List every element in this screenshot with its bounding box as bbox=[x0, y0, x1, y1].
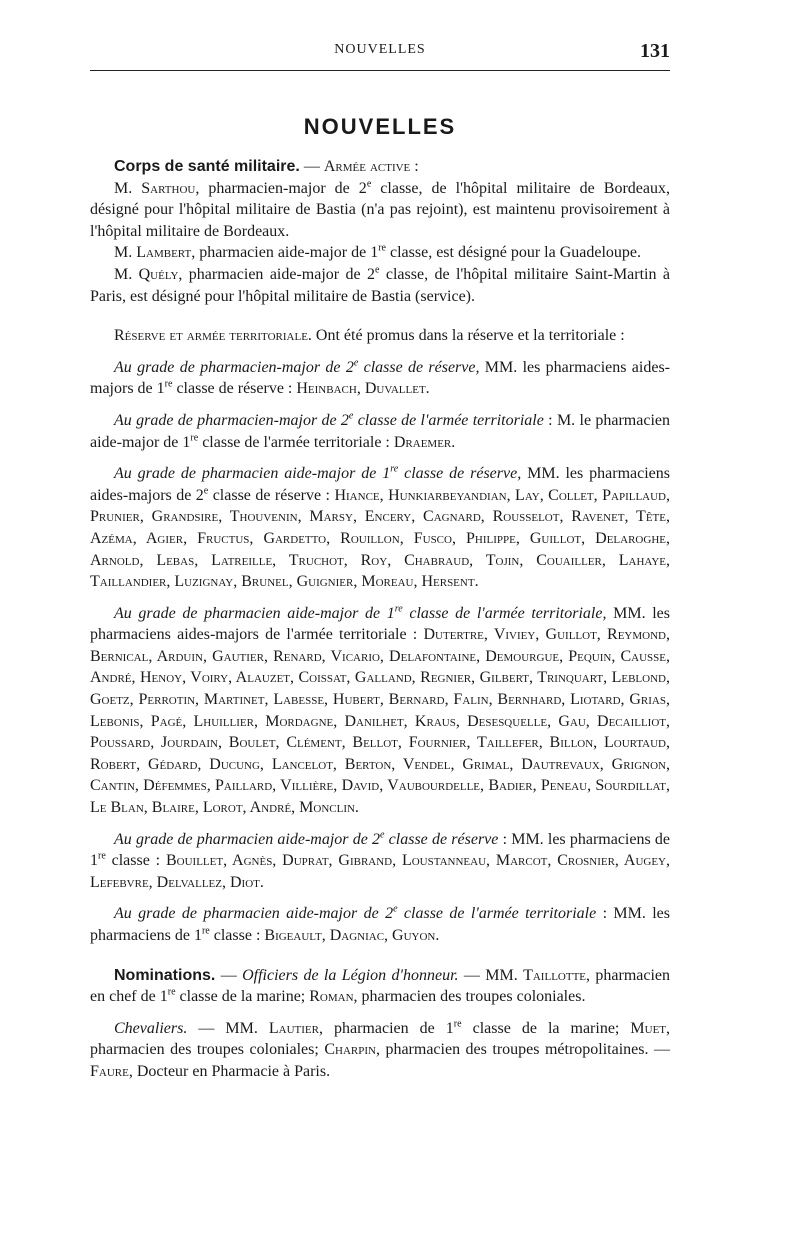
page-number: 131 bbox=[640, 40, 670, 62]
paragraph: M. Sarthou, pharmacien-major de 2e classe, de l'hôpital militaire de Bordeaux, désigné pour l'hôpital militaire de Bastia (n'a pas rejoint), est maintenu provisoirement à l'hôpital militaire de Bordeaux. bbox=[90, 178, 671, 240]
paragraph: Au grade de pharmacien aide-major de 2e classe de réserve : MM. les pharmaciens de 1re classe : Bouillet, Agnès, Duprat, Gibrand, Loustanneau, Marcot, Crosnier, Augey, Lefebvre, Delvallez, Diot. bbox=[90, 829, 670, 891]
page-title: NOUVELLES bbox=[303, 114, 457, 139]
header-rule bbox=[90, 70, 670, 71]
section-chevaliers: Chevaliers. — MM. Lautier, pharmacien de 1re classe de la marine; Muet, pharmacien des troupes coloniales; Charpin, pharmacien des troupes métropolitaines. — Faure, Docteur en Pharmacie à Paris. bbox=[90, 1018, 671, 1080]
paragraph: M. Quély, pharmacien aide-major de 2e classe, de l'hôpital militaire Saint-Martin à Paris, est désigné pour l'hôpital militaire de Bastia (service). bbox=[90, 264, 670, 305]
running-header bbox=[90, 40, 670, 64]
section-heading-corps: Corps de santé militaire. — Armée active : bbox=[114, 158, 419, 175]
paragraph: Au grade de pharmacien aide-major de 1re classe de réserve, MM. les pharmaciens aides-majors de 2e classe de réserve : Hiance, Hunkiarbeyandian, Lay, Collet, Papillaud, Prunier, Grandsire, Thouvenin, Marsy, Encery, Cagnard, Rousselot, Ravenet, Tête, Azéma, Agier, Fructus, Gardetto, Rouillon, Fusco, Philippe, Guillot, Delaroghe, Arnold, Lebas, Latreille, Truchot, Roy, Chabraud, Tojin, Couailler, Lahaye, Taillandier, Luzignay, Brunel, Guignier, Moreau, Hersent. bbox=[90, 463, 671, 591]
paragraph: Au grade de pharmacien aide-major de 1re classe de l'armée territoriale, MM. les pharmaciens aides-majors de l'armée territoriale : Dutertre, Viviey, Guillot, Reymond, Bernical, Arduin, Gautier, Renard, Vicario, Delafontaine, Demourgue, Pequin, Causse, André, Henoy, Voiry, Alauzet, Coissat, Galland, Regnier, Gilbert, Trinquart, Leblond, Goetz, Perrotin, Martinet, Labesse, Hubert, Bernard, Falin, Bernhard, Liotard, Grias, Lebonis, Pagé, Lhuillier, Mordagne, Danilhet, Kraus, Desesquelle, Gau, Decailliot, Poussard, Jourdain, Boulet, Clément, Bellot, Fournier, Taillefer, Billon, Lourtaud, Robert, Gédard, Ducung, Lancelot, Berton, Vendel, Grimal, Dautrevaux, Grignon, Cantin, Défemmes, Paillard, Villière, David, Vaubourdelle, Badier, Peneau, Sourdillat, Le Blan, Blaire, Lorot, André, Monclin. bbox=[90, 603, 670, 817]
paragraph: Au grade de pharmacien aide-major de 2e classe de l'armée territoriale : MM. les pharmaciens de 1re classe : Bigeault, Dagniac, Guyon. bbox=[90, 904, 671, 944]
article-body bbox=[90, 156, 670, 1083]
paragraph: Au grade de pharmacien-major de 2e classe de l'armée territoriale : M. le pharmacien aide-major de 1re classe de l'armée territoriale : Draemer. bbox=[90, 410, 670, 451]
paragraph: Au grade de pharmacien-major de 2e classe de réserve, MM. les pharmaciens aides-majors de 1re classe de réserve : Heinbach, Duvallet. bbox=[90, 357, 671, 398]
running-title: NOUVELLES bbox=[334, 42, 426, 57]
section-nominations: Nominations. — Officiers de la Légion d'honneur. — MM. Taillotte, pharmacien en chef de 1re classe de la marine; Roman, pharmacien des troupes coloniales. bbox=[90, 966, 671, 1006]
paragraph: M. Lambert, pharmacien aide-major de 1re classe, est désigné pour la Guadeloupe. bbox=[114, 243, 642, 262]
section-heading-reserve: Réserve et armée territoriale. Ont été promus dans la réserve et la territoriale : bbox=[114, 327, 625, 345]
